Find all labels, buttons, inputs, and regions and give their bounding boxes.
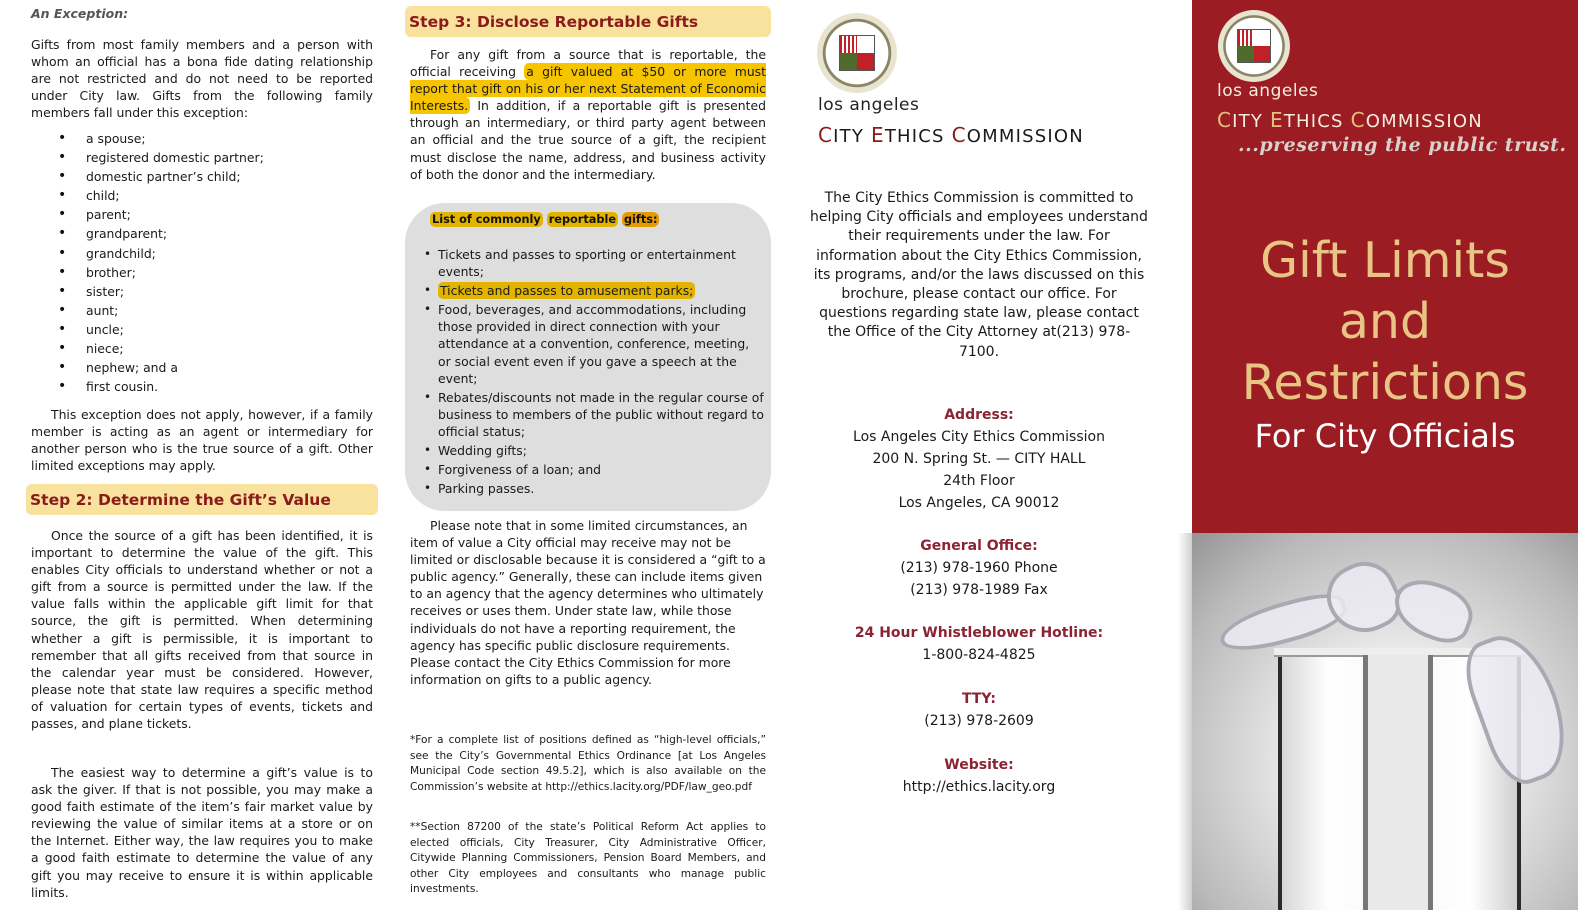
list-item: • nephew; and a: [58, 358, 264, 377]
list-item-text-highlighted: Tickets and passes to amusement parks;: [440, 283, 694, 299]
ribbon-icon: [1363, 655, 1433, 910]
brand-initial: C: [1217, 108, 1233, 132]
list-item: • domestic partner’s child;: [58, 167, 264, 186]
exception-paragraph: Gifts from most family members and a person with whom an official has a bona fide dating relationship are not restricted and do not need to be reported under City law. Gifts from the following family members fall under this exception:: [31, 37, 373, 121]
list-item: • registered domestic partner;: [58, 148, 264, 167]
cover-brand-name: [1217, 108, 1483, 132]
step2-paragraph-2: The easiest way to determine a gift’s value is to ask the giver. If that is not possible, you may make a good faith estimate of the item’s fair market value by reviewing the value of similar items at a store or on the Internet. Either way, the law requires you to make a good faith estimate to determine the value of any gift you may receive to ensure it is within applicable limits.: [31, 765, 373, 900]
phone-number: (213) 978-1960 Phone: [900, 560, 1058, 576]
general-office-block: [808, 535, 1150, 601]
list-item: • child;: [58, 186, 264, 205]
general-office-label: General Office:: [920, 538, 1038, 554]
list-item-text: Parking passes.: [438, 481, 535, 497]
list-item: [424, 442, 764, 459]
fax-number: (213) 978-1989 Fax: [910, 582, 1048, 598]
list-item: • brother;: [58, 263, 264, 282]
list-item: [424, 461, 764, 478]
city-seal-icon: [817, 13, 897, 93]
footnote-section-87200: **Section 87200 of the state’s Political Reform Act applies to elected officials, City Treasurer, City Administrative Officer, Citywide Planning Commissioners, Pension Board Members, and other City employees and consultants who manage public investments.: [410, 821, 766, 895]
cover-brand-subtitle: los angeles: [1217, 81, 1319, 101]
website-link[interactable]: http://ethics.lacity.org: [902, 779, 1056, 795]
brand-word: ITY: [1232, 111, 1270, 132]
step2-heading: Step 2: Determine the Gift’s Value: [26, 484, 378, 515]
step3-heading: Step 3: Disclose Reportable Gifts: [405, 6, 771, 37]
list-item: • parent;: [58, 205, 264, 224]
exception-title: An Exception:: [31, 6, 129, 21]
brand-initial: C: [818, 123, 834, 147]
reportable-gifts-list: [424, 246, 764, 499]
brand-word: THICS: [884, 126, 952, 147]
list-item: [424, 282, 764, 299]
public-agency-paragraph: Please note that in some limited circumstances, an item of value a City official may receive may not be limited or disclosable because it is considered a “gift to a public agency.” Generally, these can include items given to an agency that the agency determines who ultimately receives or uses them. Under state law, while those individuals do not have a reporting requirement, the agency has specific public disclosure requirements. Please contact the City Ethics Commission for more information on gifts to a public agency.: [410, 518, 766, 687]
title-part: reportable: [548, 213, 617, 226]
brand-initial: E: [1270, 108, 1284, 132]
brand-initial: C: [1350, 108, 1366, 132]
address-line: 200 N. Spring St. — CITY HALL: [872, 451, 1086, 467]
panel-exceptions-step2: [0, 0, 395, 910]
title-part: List of commonly: [432, 213, 541, 226]
list-item: • grandchild;: [58, 244, 264, 263]
footnote-high-level-officials: *For a complete list of positions defined as “high-level officials,” see the City’s Governmental Ethics Ordinance [at Los Angeles Municipal Code section 49.5.2], which is also available on the Commission’s website at http://ethics.lacity.org/PDF/law_geo.pdf: [410, 734, 766, 793]
family-members-list: [58, 129, 264, 396]
list-item-text: Tickets and passes to sporting or entertainment events;: [438, 247, 736, 280]
step3-text-end: In addition, if a reportable gift is presented through an intermediary, or third party agent between an official and the true source of a gift, the recipient must disclose the name, address, and business activity of both the donor and the intermediary.: [410, 98, 766, 182]
brand-word: ITY: [833, 126, 871, 147]
city-seal-icon: [1218, 10, 1290, 82]
tty-number: (213) 978-2609: [924, 713, 1034, 729]
cover-title: [1192, 230, 1578, 413]
website-block: [808, 754, 1150, 798]
bow-icon: [1386, 571, 1480, 650]
list-item: • aunt;: [58, 301, 264, 320]
cover-subtitle: For City Officials: [1254, 417, 1516, 455]
tty-block: [808, 688, 1150, 732]
brand-word: OMMISSION: [966, 126, 1084, 147]
list-item-text: Food, beverages, and accommodations, including those provided in direct connection with your attendance at a convention, conference, meeting, or social event even if you gave a speech at the event;: [438, 302, 750, 386]
tty-label: TTY:: [962, 691, 996, 707]
mission-statement: The City Ethics Commission is committed to helping City officials and employees understand their requirements under the law. For information about the City Ethics Commission, its programs, and/or the laws discussed on this brochure, please contact our office. For questions regarding state law, please contact the Office of the City Attorney at(213) 978-7100.: [810, 190, 1148, 360]
brand-initial: E: [871, 123, 885, 147]
cover-title-line: and: [1338, 293, 1432, 350]
cover-title-line: Gift Limits: [1260, 232, 1510, 289]
website-label: Website:: [944, 757, 1014, 773]
address-block: [808, 404, 1150, 514]
list-item-text: Forgiveness of a loan; and: [438, 462, 602, 478]
list-item: • first cousin.: [58, 377, 264, 396]
list-item: • niece;: [58, 339, 264, 358]
list-item: [424, 301, 764, 386]
list-item: [424, 246, 764, 280]
reportable-gifts-title: [430, 213, 659, 226]
cover-title-line: Restrictions: [1241, 354, 1529, 411]
step3-text-start: For any gift from a source that is reportable, the official receiving: [410, 47, 766, 80]
address-line: Los Angeles, CA 90012: [898, 495, 1060, 511]
brand-name: [818, 123, 1084, 147]
title-part: gifts:: [623, 213, 658, 226]
step3-highlight: a gift valued at $50 or more must report that gift on his or her next Statement of Economic Interests.: [410, 64, 766, 114]
address-line: Los Angeles City Ethics Commission: [853, 429, 1105, 445]
address-label: Address:: [944, 407, 1014, 423]
brand-word: THICS: [1283, 111, 1351, 132]
list-item: [424, 389, 764, 440]
address-line: 24th Floor: [943, 473, 1015, 489]
step2-paragraph-1: Once the source of a gift has been identified, it is important to determine the value of the gift. This enables City officials to understand whether or not a gift from a source is permitted under the law. If the value falls within the applicable gift limit for that source, the gift is permitted. When determining whether a gift is permissible, it is important to remember that all gifts received from that source in the calendar year must be considered. However, please note that state law requires a specific method of valuation for certain types of events, tickets and passes, and plane tickets.: [31, 528, 373, 732]
hotline-label: 24 Hour Whistleblower Hotline:: [854, 625, 1104, 641]
list-item: [424, 480, 764, 497]
list-item-text: Wedding gifts;: [438, 443, 527, 459]
brand-word: OMMISSION: [1365, 111, 1483, 132]
step3-paragraph: [410, 46, 766, 183]
exception-note: This exception does not apply, however, if a family member is acting as an agent or intermediary for another person who is the true source of a gift. Other limited exceptions may apply.: [31, 407, 373, 474]
list-item: • grandparent;: [58, 224, 264, 243]
list-item: • sister;: [58, 282, 264, 301]
gift-box-image: [1178, 533, 1578, 910]
hotline-block: [808, 622, 1150, 666]
brand-subtitle: los angeles: [818, 95, 920, 115]
list-item: • a spouse;: [58, 129, 264, 148]
brand-initial: C: [951, 123, 967, 147]
tagline: ...preserving the public trust.: [1238, 134, 1567, 156]
list-item-text: Rebates/discounts not made in the regular course of business to members of the public without regard to official status;: [438, 389, 764, 439]
hotline-number: 1-800-824-4825: [922, 647, 1036, 663]
list-item: • uncle;: [58, 320, 264, 339]
